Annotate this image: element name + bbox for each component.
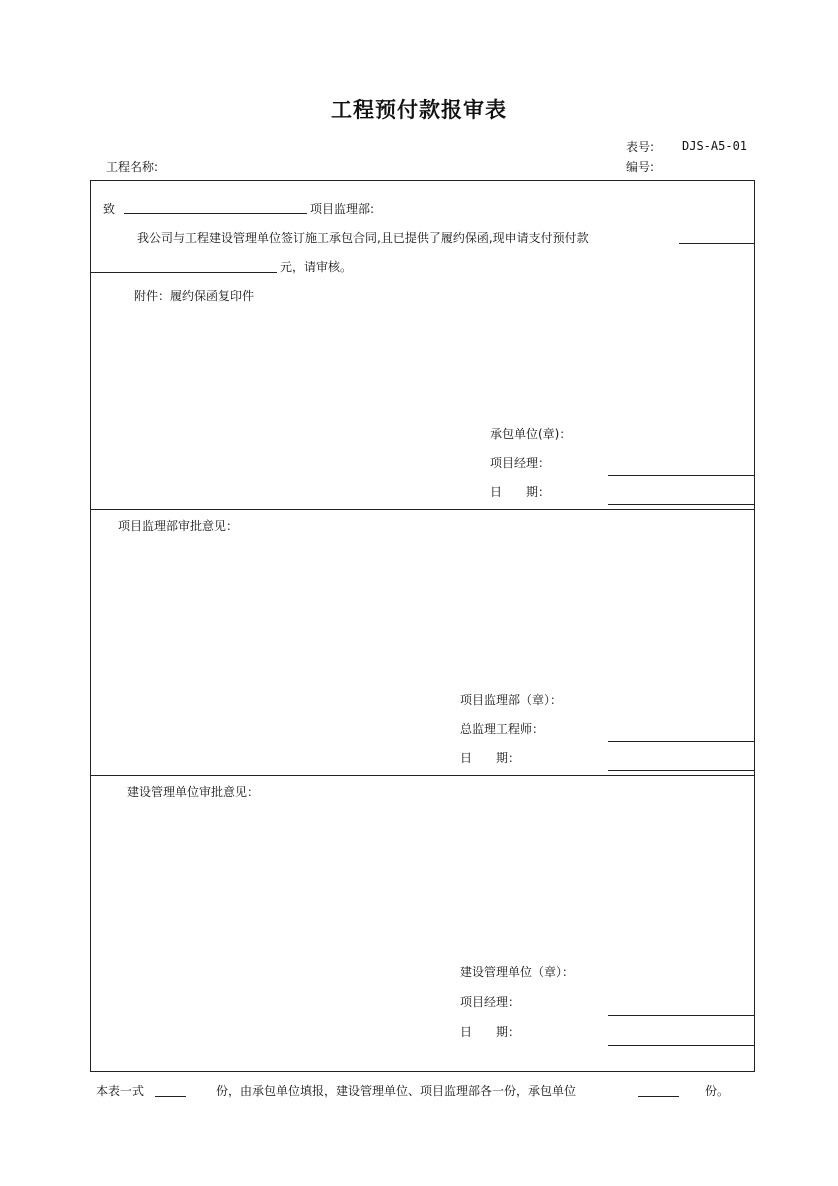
to-label: 致 — [103, 202, 116, 216]
request-text-line1: 我公司与工程建设管理单位签订施工承包合同,且已提供了履约保函,现申请支付预付款 — [137, 231, 589, 245]
owner-opinion-heading: 建设管理单位审批意见： — [127, 785, 260, 799]
form-no-value: DJS-A5-01 — [682, 139, 748, 153]
form-no-label: 表号: — [626, 140, 655, 154]
to-recipient-field[interactable] — [124, 213, 307, 214]
footer-text-2: 份，由承包单位填报，建设管理单位、项目监理部各一份，承包单位 — [216, 1084, 577, 1098]
footer-text-1: 本表一式 — [96, 1084, 145, 1098]
supervision-date-label: 日 期： — [460, 751, 521, 765]
supervision-date-field[interactable] — [608, 770, 755, 771]
supervision-seal-label: 项目监理部（章）： — [460, 693, 563, 707]
page-title: 工程预付款报审表 — [331, 98, 507, 122]
footer-text-3: 份。 — [705, 1084, 730, 1098]
owner-date-label: 日 期： — [460, 1025, 521, 1039]
amount-field-part1[interactable] — [679, 243, 755, 244]
owner-manager-label: 项目经理： — [460, 995, 521, 1009]
contractor-seal-label: 承包单位(章)： — [490, 427, 572, 441]
owner-seal-label: 建设管理单位（章）： — [460, 965, 575, 979]
contractor-manager-label: 项目经理： — [490, 456, 551, 470]
request-text-line2: 元，请审核。 — [280, 260, 353, 274]
contractor-date-label: 日 期： — [490, 485, 551, 499]
footer-contractor-copies-field[interactable] — [638, 1096, 679, 1097]
section-divider-2 — [90, 775, 755, 776]
contractor-manager-field[interactable] — [608, 475, 755, 476]
amount-field-part2[interactable] — [90, 272, 277, 273]
attachment-note: 附件：履约保函复印件 — [134, 289, 255, 303]
to-suffix: 项目监理部: — [310, 202, 375, 216]
owner-manager-field[interactable] — [608, 1015, 755, 1016]
project-name-label: 工程名称: — [106, 160, 159, 174]
serial-label: 编号: — [626, 160, 655, 174]
form-frame — [90, 180, 755, 1072]
owner-date-field[interactable] — [608, 1045, 755, 1046]
chief-engineer-field[interactable] — [608, 741, 755, 742]
chief-engineer-label: 总监理工程师： — [460, 722, 545, 736]
footer-copies-field[interactable] — [155, 1096, 186, 1097]
supervision-opinion-heading: 项目监理部审批意见： — [118, 519, 239, 533]
section-divider-1 — [90, 509, 755, 510]
contractor-date-field[interactable] — [608, 504, 755, 505]
